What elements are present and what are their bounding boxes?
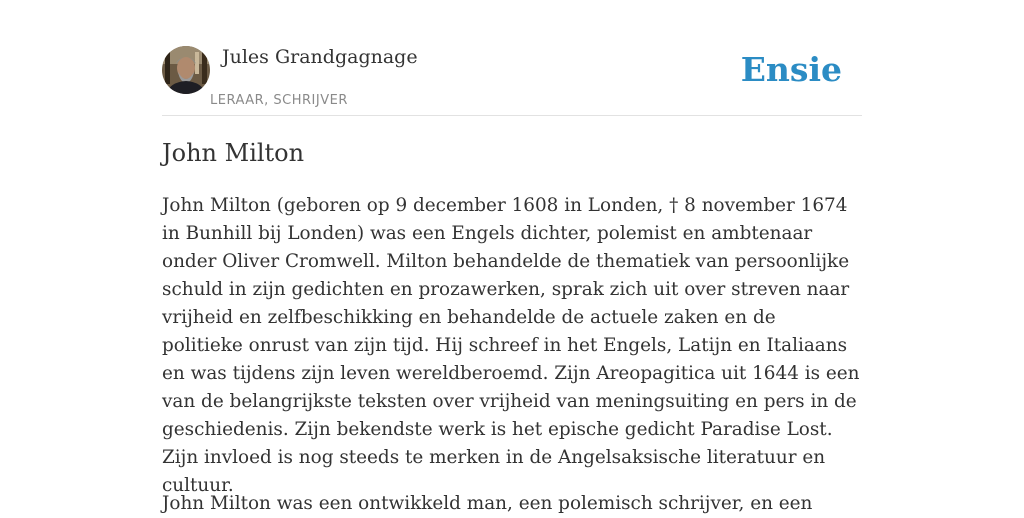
avatar-photo xyxy=(162,46,210,94)
author-avatar[interactable] xyxy=(162,46,210,94)
author-header xyxy=(162,40,862,116)
author-name[interactable]: Jules Grandgagnage xyxy=(222,46,418,68)
article-paragraph: John Milton was een ontwikkeld man, een polemisch schrijver, en een xyxy=(162,493,813,514)
article-paragraph: John Milton (geboren op 9 december 1608 in Londen, † 8 november 1674 in Bunhill bij Londen) was een Engels dichter, polemist en ambtenaar onder Oliver Cromwell. Milton behandelde de thematiek van persoonlijke schuld in zijn gedichten en prozawerken, sprak zich uit over streven naar vrijheid en zelfbeschikking en behandelde de actuele zaken en de politieke onrust van zijn tijd. Hij schreef in het Engels, Latijn en Italiaans en was tijdens zijn leven wereldberoemd. Zijn Areopagitica uit 1644 is een van de belangrijkste teksten over vrijheid van meningsuiting en pers in de geschiedenis. Zijn bekendste werk is het epische gedicht Paradise Lost. Zijn invloed is nog steeds te merken in de Angelsaksische literatuur en cultuur. xyxy=(162,195,860,496)
page-title: John Milton xyxy=(162,139,305,167)
brand-logo[interactable]: Ensie xyxy=(740,50,842,89)
author-role: LERAAR, SCHRIJVER xyxy=(210,93,348,108)
